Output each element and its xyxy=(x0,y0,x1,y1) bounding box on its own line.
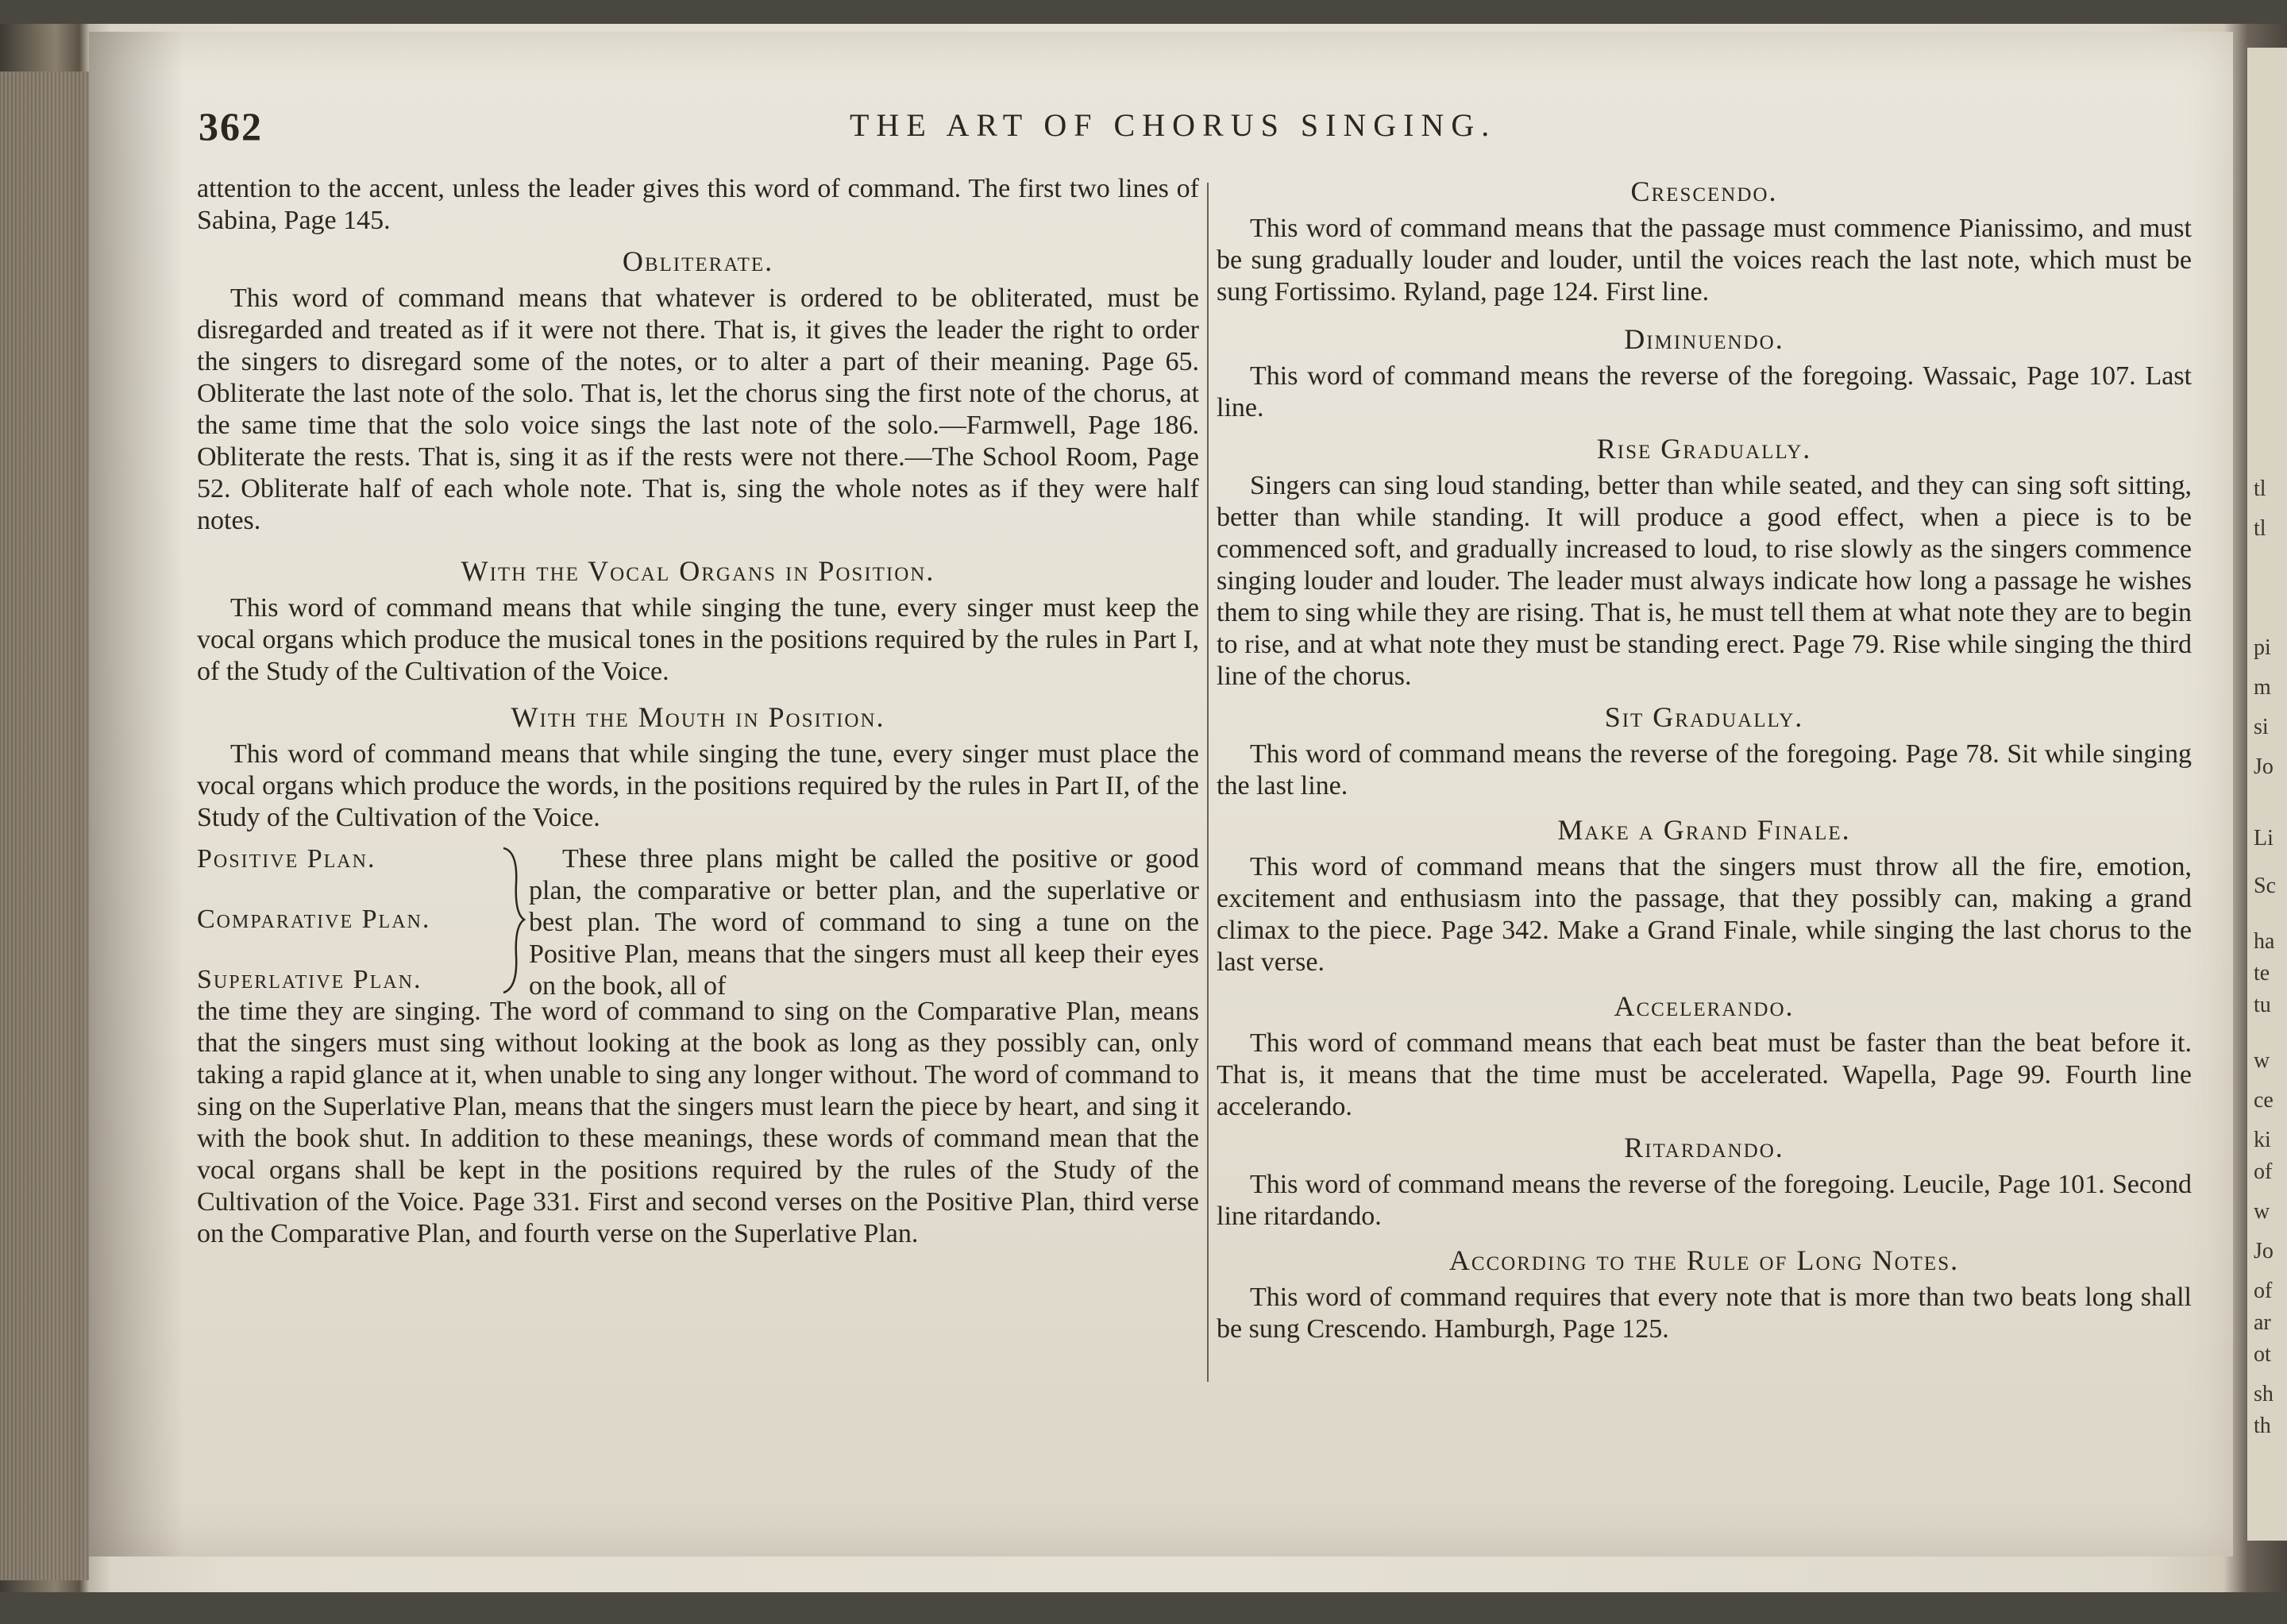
paragraph: This word of command means that whatever is ordered to be obliterated, must be disregarded and treated as if it were not there. That is, it gives the leader the right to order the singers to disregard some of the notes, or to alter a part of their meaning. Page 65. Obliterate the last note of the solo. That is, let the chorus sing the first note of the chorus, at the same time that the solo voice sings the last note of the solo.—Farmwell, Page 186. Obliterate the rests. That is, sing it as if the rests were not there.—The School Room, Page 52. Obliterate half of each whole note. That is, sing the whole notes as if they were half notes. xyxy=(197,284,1199,535)
section-heading: With the Vocal Organs in Position. xyxy=(461,555,935,587)
section-heading: Crescendo. xyxy=(1630,176,1778,207)
paragraph: This word of command means the reverse of the foregoing. Leucile, Page 101. Second line ritardando. xyxy=(1217,1170,2192,1231)
paragraph: This word of command requires that every note that is more than two beats long shall be sung Crescendo. Hamburgh, Page 125. xyxy=(1217,1283,2192,1344)
paragraph: This word of command means that the passage must commence Pianissimo, and must be sung gradually louder and louder, until the voices reach the last note, which must be sung Fortissimo. Ryland, page 124. First line. xyxy=(1217,214,2192,307)
facing-page-fragment: tl xyxy=(2254,516,2266,541)
section-heading: With the Mouth in Position. xyxy=(511,701,885,733)
section-heading: According to the Rule of Long Notes. xyxy=(1448,1244,1960,1276)
facing-page-fragment: ha xyxy=(2254,929,2275,954)
page-header xyxy=(199,103,2049,159)
paragraph: This word of command means the reverse of the foregoing. Page 78. Sit while singing the last line. xyxy=(1217,739,2192,800)
section-heading: Accelerando. xyxy=(1614,990,1795,1022)
facing-page-fragment: th xyxy=(2254,1414,2271,1438)
plans-text xyxy=(529,843,1199,1002)
running-title: THE ART OF CHORUS SINGING. xyxy=(850,107,1497,143)
page-number: 362 xyxy=(199,104,263,149)
facing-page-fragment: pi xyxy=(2254,635,2271,660)
facing-page-fragment: Jo xyxy=(2254,754,2274,779)
facing-page-fragment: te xyxy=(2254,961,2270,986)
right-column xyxy=(1217,173,2192,1345)
paragraph: These three plans might be called the positive or good plan, the comparative or better plan, and the superlative or best plan. The word of command to sing a tune on the Positive Plan, means that the singers must all keep their eyes on the book, all of xyxy=(529,844,1199,1001)
brace-icon xyxy=(497,843,529,996)
section-heading: Rise Gradually. xyxy=(1596,433,1812,465)
section-heading: Diminuendo. xyxy=(1624,323,1784,355)
column-divider xyxy=(1207,183,1209,1382)
facing-page-fragment: si xyxy=(2254,715,2269,739)
facing-page-fragment: Jo xyxy=(2254,1239,2274,1263)
section-heading: Make a Grand Finale. xyxy=(1557,814,1851,846)
plan-label-positive: Positive Plan. xyxy=(197,844,376,874)
page-edges xyxy=(0,71,89,1580)
facing-page-fragment: Li xyxy=(2254,826,2274,851)
paragraph: the time they are singing. The word of command to sing on the Comparative Plan, means that the singers must sing without looking at the book as long as they possibly can, only taking a rapid glance at it, when unable to sing any longer without. The word of command to sing on the Superlative Plan, means that the singers must learn the piece by heart, and sing it with the book shut. In addition to these meanings, these words of command mean that the vocal organs shall be kept in the positions required by the rules of the Study of the Cultivation of the Voice. Page 331. First and second verses on the Positive Plan, third verse on the Comparative Plan, and fourth verse on the Superlative Plan. xyxy=(197,997,1199,1248)
facing-page-fragment: of xyxy=(2254,1159,2273,1184)
facing-page-fragment: w xyxy=(2254,1048,2270,1073)
paragraph: attention to the accent, unless the leader gives this word of command. The first two lines of Sabina, Page 145. xyxy=(197,174,1199,235)
section-heading: Obliterate. xyxy=(622,245,774,277)
facing-page-fragment: tl xyxy=(2254,476,2266,501)
paragraph: Singers can sing loud standing, better than while seated, and they can sing soft sitting, better than while standing. It will produce a good effect, when a piece is to be commenced soft, and gradually increased to loud, to rise slowly as the singers commence singing louder and louder. The leader must always indicate how long a passage he wishes them to sing while they are rising. That is, he must tell them at what note they are to begin to rise, and at what note they must be standing erect. Page 79. Rise while singing the third line of the chorus. xyxy=(1217,471,2192,691)
plan-label-comparative: Comparative Plan. xyxy=(197,905,431,934)
plans-block xyxy=(197,843,1199,1001)
section-heading: Sit Gradually. xyxy=(1604,701,1804,733)
plan-label-superlative: Superlative Plan. xyxy=(197,965,422,994)
facing-page-fragment: Sc xyxy=(2254,874,2276,898)
facing-page-fragment: ar xyxy=(2254,1310,2271,1335)
facing-page-fragment: tu xyxy=(2254,993,2271,1017)
facing-page-fragment: sh xyxy=(2254,1382,2274,1406)
paragraph: This word of command means that while singing the tune, every singer must place the vocal organs which produce the words, in the positions required by the rules in Part II, of the Study of the Cultivation of the Voice. xyxy=(197,739,1199,832)
facing-page-fragment: w xyxy=(2254,1199,2270,1224)
paragraph: This word of command means that the singers must throw all the fire, emotion, excitement and enthusiasm into the passage, that they possibly can, making a grand climax to the piece. Page 342. Make a Grand Finale, while singing the last chorus to the last verse. xyxy=(1217,852,2192,977)
section-heading: Ritardando. xyxy=(1624,1132,1784,1163)
facing-page-fragment: of xyxy=(2254,1279,2273,1303)
paragraph: This word of command means the reverse of the foregoing. Wassaic, Page 107. Last line. xyxy=(1217,361,2192,422)
facing-page-fragment: ce xyxy=(2254,1088,2274,1113)
facing-page-fragment: ki xyxy=(2254,1128,2271,1152)
left-column xyxy=(197,173,1199,1250)
facing-page-fragment: m xyxy=(2254,675,2271,700)
spine-shadow xyxy=(89,32,184,1556)
paragraph: This word of command means that each beat must be faster than the beat before it. That is, it means that the time must be accelerated. Wapella, Page 99. Fourth line accelerando. xyxy=(1217,1028,2192,1121)
facing-page-fragment: ot xyxy=(2254,1342,2271,1367)
paragraph: This word of command means that while singing the tune, every singer must keep the vocal organs which produce the musical tones in the positions required by the rules in Part I, of the Study of the Cultivation of the Voice. xyxy=(197,593,1199,686)
